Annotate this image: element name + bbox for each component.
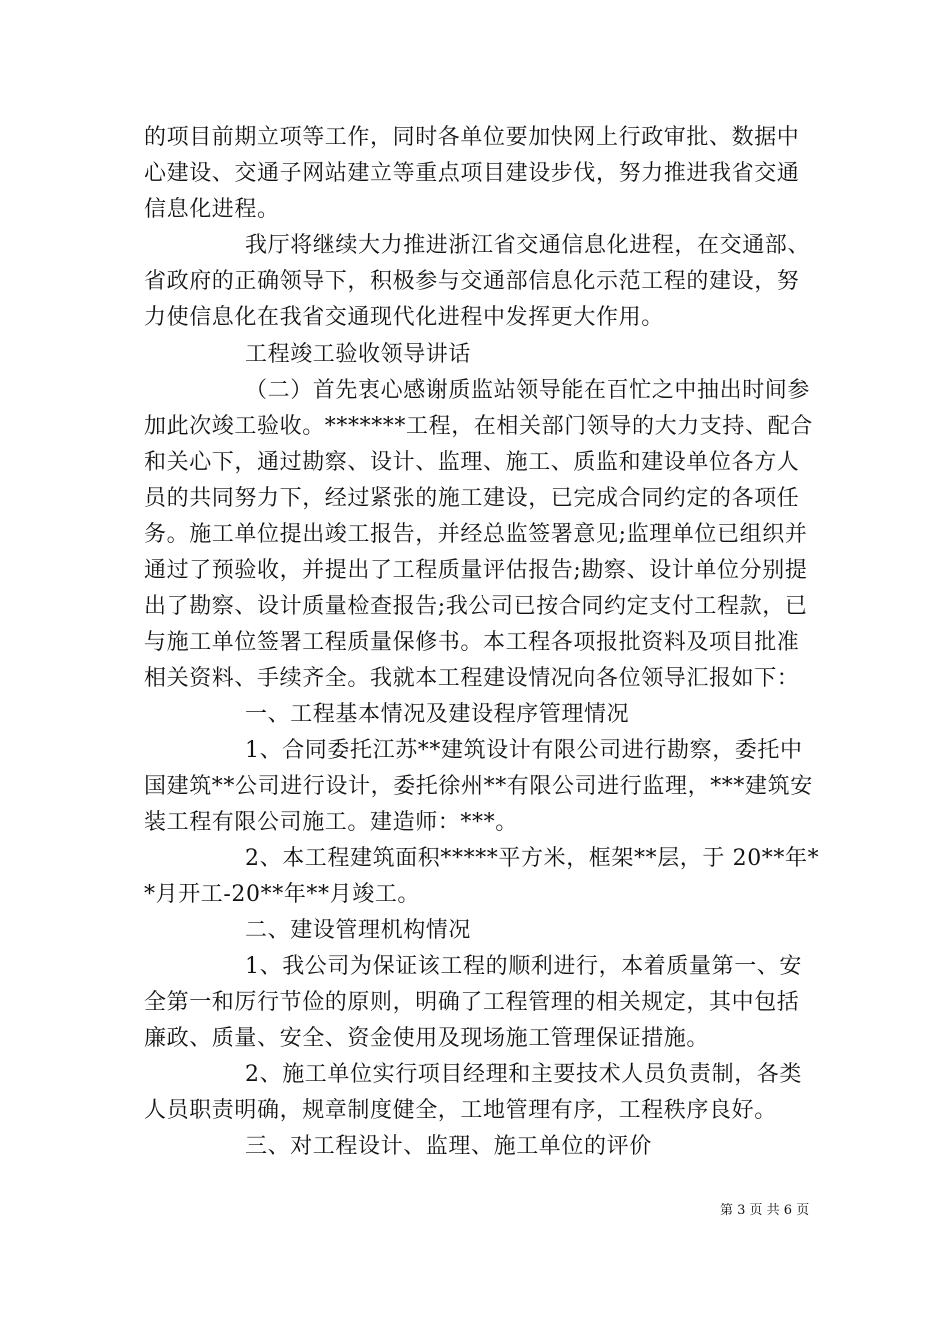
text-line-1: 的项目前期立项等工作，同时各单位要加快网上行政审批、数据中 [144, 125, 800, 150]
text-line-6: 力使信息化在我省交通现代化进程中发挥更大作用。 [144, 305, 664, 330]
text-line-19: 国建筑**公司进行设计，委托徐州**有限公司进行监理，***建筑安 [144, 774, 813, 799]
text-line-15: 与施工单位签署工程质量保修书。本工程各项报批资料及项目批准 [144, 630, 800, 655]
text-line-13: 通过了预验收，并提出了工程质量评估报告;勘察、设计单位分别提 [144, 558, 808, 583]
text-line-18: 1、合同委托江苏**建筑设计有限公司进行勘察，委托中 [245, 738, 803, 763]
text-line-28: 人员职责明确，规章制度健全，工地管理有序，工程秩序良好。 [144, 1098, 777, 1123]
text-line-22: *月开工-20**年**月竣工。 [144, 882, 421, 907]
text-line-9: 加此次竣工验收。*******工程，在相关部门领导的大力支持、配合 [144, 414, 813, 439]
subheading-three: 三、对工程设计、监理、施工单位的评价 [245, 1134, 652, 1159]
text-line-16: 相关资料、手续齐全。我就本工程建设情况向各位领导汇报如下： [144, 666, 800, 691]
text-line-11: 员的共同努力下，经过紧张的施工建设，已完成合同约定的各项任 [144, 486, 800, 511]
subheading-two: 二、建设管理机构情况 [245, 918, 472, 943]
text-line-8: （二）首先衷心感谢质监站领导能在百忙之中抽出时间参 [245, 378, 811, 403]
text-line-3: 信息化进程。 [144, 197, 280, 222]
text-line-26: 廉政、质量、安全、资金使用及现场施工管理保证措施。 [144, 1026, 710, 1051]
text-line-5: 省政府的正确领导下，积极参与交通部信息化示范工程的建设，努 [144, 269, 800, 294]
text-line-21: 2、本工程建筑面积*****平方米，框架**层，于 20**年* [245, 846, 820, 871]
text-line-24: 1、我公司为保证该工程的顺利进行，本着质量第一、安 [245, 954, 802, 979]
text-line-14: 出了勘察、设计质量检查报告;我公司已按合同约定支付工程款，已 [144, 594, 808, 619]
text-line-12: 务。施工单位提出竣工报告，并经总监签署意见;监理单位已组织并 [144, 522, 808, 547]
text-line-4: 我厅将继续大力推进浙江省交通信息化进程，在交通部、 [245, 233, 811, 258]
text-line-25: 全第一和厉行节俭的原则，明确了工程管理的相关规定，其中包括 [144, 990, 800, 1015]
text-line-10: 和关心下，通过勘察、设计、监理、施工、质监和建设单位各方人 [144, 450, 800, 475]
section-heading: 工程竣工验收领导讲话 [245, 342, 472, 367]
page-number: 第 3 页 共 6 页 [720, 1203, 810, 1218]
text-line-2: 心建设、交通子网站建立等重点项目建设步伐，努力推进我省交通 [144, 161, 800, 186]
text-line-20: 装工程有限公司施工。建造师：***。 [144, 810, 518, 835]
subheading-one: 一、工程基本情况及建设程序管理情况 [245, 702, 630, 727]
text-line-27: 2、施工单位实行项目经理和主要技术人员负责制，各类 [245, 1062, 802, 1087]
